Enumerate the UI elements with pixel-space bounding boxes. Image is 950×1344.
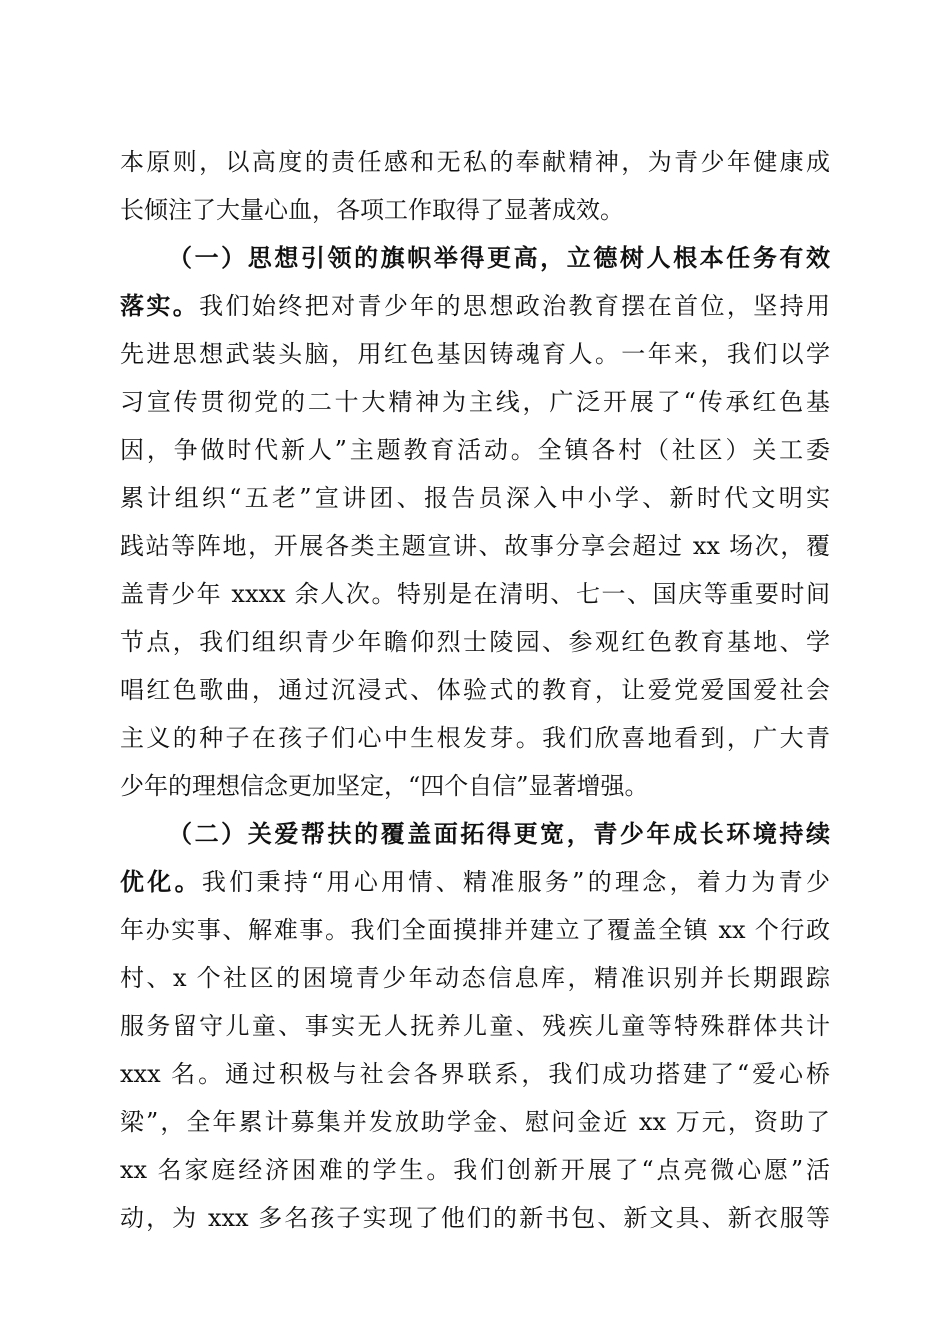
section1-line: 累计组织“五老”宣讲团、报告员深入中小学、新时代文明实 [120,484,830,512]
section1-heading: （一）思想引领的旗帜举得更高，立德树人根本任务有效 [168,243,830,272]
section1-line: 节点，我们组织青少年瞻仰烈士陵园、参观红色教育基地、学 [120,628,830,656]
section2-line: 动，为 xxx 多名孩子实现了他们的新书包、新文具、新衣服等 [120,1204,830,1232]
section1-heading-end: 落实。 [120,291,200,320]
section2-line: 梁”，全年累计募集并发放助学金、慰问金近 xx 万元，资助了 [120,1108,830,1136]
section1-line: 盖青少年 xxxx 余人次。特别是在清明、七一、国庆等重要时间 [120,580,830,608]
section2-line: 年办实事、解难事。我们全面摸排并建立了覆盖全镇 xx 个行政 [120,916,830,944]
section1-line: 少年的理想信念更加坚定，“四个自信”显著增强。 [120,772,649,800]
section1-heading-line2 [120,286,830,326]
intro-line-1: 本原则，以高度的责任感和无私的奉献精神，为青少年健康成 [120,148,830,176]
section2-heading-end: 优化。 [120,867,202,896]
section2-line: 服务留守儿童、事实无人抚养儿童、残疾儿童等特殊群体共计 [120,1012,830,1040]
section2-heading: （二）关爱帮扶的覆盖面拓得更宽，青少年成长环境持续 [168,819,830,848]
section1-line: 先进思想武装头脑，用红色基因铸魂育人。一年来，我们以学 [120,340,830,368]
section1-body-start: 我们始终把对青少年的思想政治教育摆在首位，坚持用 [199,292,831,320]
section2-body-start: 我们秉持“用心用情、精准服务”的理念，着力为青少 [201,868,831,896]
section1-line: 因，争做时代新人”主题教育活动。全镇各村（社区）关工委 [120,436,830,464]
intro-line-2: 长倾注了大量心血，各项工作取得了显著成效。 [120,196,624,224]
section2-line: xxx 名。通过积极与社会各界联系，我们成功搭建了“爱心桥 [120,1060,830,1088]
section2-line: 村、x 个社区的困境青少年动态信息库，精准识别并长期跟踪 [120,964,830,992]
section2-line: xx 名家庭经济困难的学生。我们创新开展了“点亮微心愿”活 [120,1156,830,1184]
section1-line: 践站等阵地，开展各类主题宣讲、故事分享会超过 xx 场次，覆 [120,532,830,560]
section1-line: 主义的种子在孩子们心中生根发芽。我们欣喜地看到，广大青 [120,724,830,752]
section1-line: 唱红色歌曲，通过沉浸式、体验式的教育，让爱党爱国爱社会 [120,676,830,704]
section1-line: 习宣传贯彻党的二十大精神为主线，广泛开展了“传承红色基 [120,388,830,416]
section2-heading-line2 [120,862,830,902]
